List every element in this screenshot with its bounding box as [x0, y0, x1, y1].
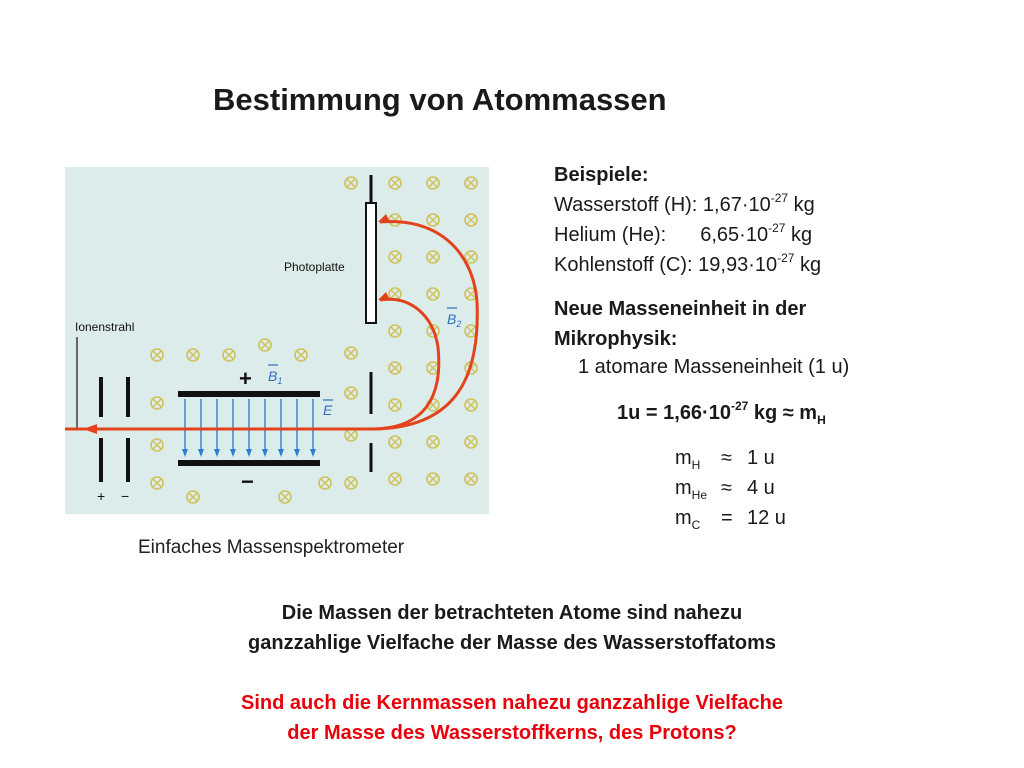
b2-label: $B_2$ [447, 311, 462, 329]
mass-ratios [675, 443, 786, 533]
mass-spectrometer-figure [65, 167, 489, 514]
b1-label: $B_1$ [268, 368, 283, 386]
examples-block [554, 160, 821, 280]
conclusion-line1: Die Massen der betrachteten Atome sind nahezu [281, 602, 743, 624]
photoplate [366, 203, 376, 323]
unit-definition: 1 atomare Masseneinheit (1 u) [578, 356, 850, 378]
ratio-row [675, 473, 786, 503]
example-hydrogen [554, 190, 821, 220]
hydrogen-text: Wasserstoff (H): 1,67·10 [554, 194, 771, 216]
question-line2: der Masse des Wasserstoffkerns, des Protons? [287, 722, 737, 744]
example-carbon [554, 250, 821, 280]
helium-text: Helium (He): [554, 224, 667, 246]
conclusion-line2: ganzzahlige Vielfache der Masse des Wasserstoffatoms [248, 632, 776, 654]
ratio-row [675, 503, 786, 533]
unit-equation-rhs: kg ≈ m [748, 402, 818, 424]
unit-equation [617, 399, 826, 427]
e-label: E [323, 402, 333, 418]
helium-value: 6,65·10 [700, 224, 769, 246]
unit-equation-lhs: 1u = 1,66·10 [617, 402, 731, 424]
carbon-unit: kg [794, 254, 822, 276]
unit-equation-sub: H [817, 413, 826, 427]
photoplate-label: Photoplatte [284, 260, 345, 274]
hydrogen-unit: kg [788, 194, 815, 216]
ratio-value: 1 u [747, 447, 775, 469]
unit-equation-exponent: -27 [730, 399, 749, 413]
examples-heading: Beispiele: [554, 164, 649, 186]
ratio-symbol: $m_H$ [675, 447, 701, 472]
question-text [0, 688, 1024, 748]
capacitor-plate-top [178, 391, 320, 397]
page-title: Bestimmung von Atommassen [213, 82, 667, 117]
ratio-value: 4 u [747, 477, 775, 499]
ratio-relation: ≈ [721, 447, 732, 469]
capacitor-minus-label: − [241, 469, 254, 494]
ratio-relation: ≈ [721, 477, 732, 499]
figure-caption: Einfaches Massenspektrometer [138, 537, 405, 558]
hydrogen-exponent: -27 [770, 191, 789, 205]
helium-unit: kg [785, 224, 813, 246]
example-helium [554, 220, 821, 250]
capacitor-plate-bottom [178, 460, 320, 466]
new-unit-heading-line2: Mikrophysik: [554, 328, 678, 350]
accel-minus-label: − [121, 488, 130, 504]
conclusion-text [0, 598, 1024, 658]
helium-exponent: -27 [768, 221, 786, 235]
ratio-relation: = [721, 507, 733, 529]
new-unit-heading [554, 294, 806, 354]
accel-plus-label: + [97, 488, 106, 504]
new-unit-heading-line1: Neue Masseneinheit in der [554, 298, 807, 320]
ratio-symbol: $m_C$ [675, 507, 701, 532]
carbon-text: Kohlenstoff (C): 19,93·10 [554, 254, 778, 276]
capacitor-plus-label: + [239, 366, 252, 391]
ratio-value: 12 u [747, 507, 786, 529]
carbon-exponent: -27 [777, 251, 795, 265]
ion-beam-label: Ionenstrahl [75, 320, 135, 334]
ratio-symbol: $m_{He}$ [675, 477, 708, 502]
question-line1: Sind auch die Kernmassen nahezu ganzzahlige Vielfache [240, 692, 783, 714]
ratio-row [675, 443, 786, 473]
